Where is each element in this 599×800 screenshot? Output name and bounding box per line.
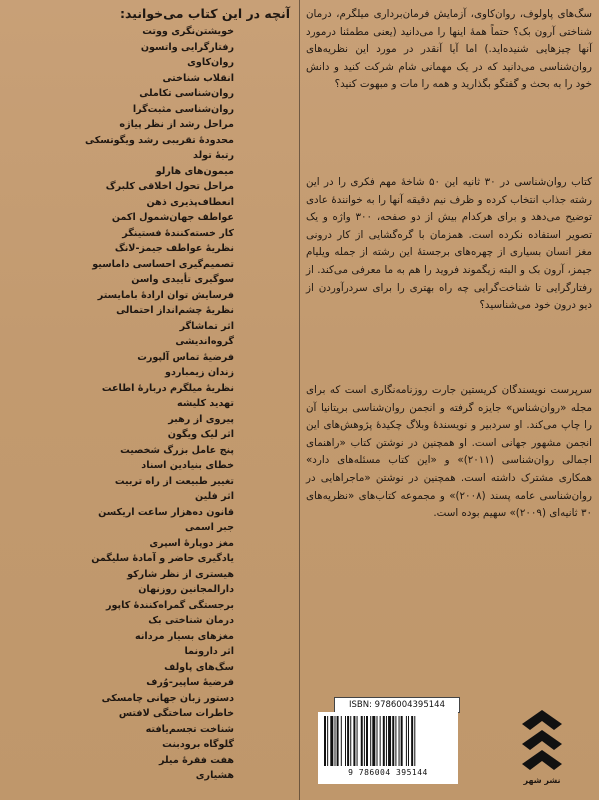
barcode-bar — [335, 716, 336, 766]
topic-item: خویشتن‌نگری ووتت — [142, 26, 234, 37]
barcode-bar — [399, 716, 400, 766]
barcode-bar — [341, 716, 342, 766]
topic-item: مغزهای بسیار مردانه — [135, 630, 234, 642]
topic-item: جبر اسمی — [185, 522, 234, 533]
topic-item: انعطاف‌پذیری ذهن — [146, 196, 234, 208]
topic-item: دارالمجانین روزنهان — [138, 584, 234, 595]
barcode-bar — [327, 716, 328, 766]
topic-item: سوگیری تأییدی واسن — [131, 274, 234, 285]
topic-item: روان‌شناسی مثبت‌گرا — [132, 103, 234, 115]
topic-item: نظریهٔ عواطف جیمز-لانگ — [114, 243, 234, 254]
summary-paragraph: کتاب روان‌شناسی در ۳۰ ثانیه این ۵۰ شاخهٔ مهم فکری را در این رشته جذاب انتخاب کرده و ظرف نیم دقیقه آنها را به خوانندهٔ عادی توضیح می‌دهد و برای هرکدام بیش از دو صفحه، ۳۰۰ واژه و یک تصویر استفاده نکرده است. همزمان با گره‌گشایی از کار درونی مغز انسان بسیاری از چهره‌های برجستهٔ این رشته از جمله ویلیام جیمز، آرون بک و البته زیگموند فروید را هم به ما معرفی می‌کند. از رفتارگرایی تا شناخت‌گرایی چه راه بهتری را برای سردرآوردن از دیو درون خود می‌شناسید؟ — [306, 176, 592, 312]
barcode-bar — [324, 716, 326, 766]
topic-item: مراحل تحول اخلاقی کلبرگ — [105, 181, 234, 192]
barcode-bar — [383, 716, 385, 766]
topic-item: اثر دارونما — [184, 646, 234, 657]
topic-item: رفتارگرایی واتسون — [140, 41, 234, 53]
topic-item: گروه‌اندیشی — [175, 336, 234, 347]
topic-item: قانون ده‌هزار ساعت اریکسن — [98, 506, 234, 518]
barcode-bar — [380, 716, 381, 766]
barcode-bar — [350, 716, 351, 766]
topics-list — [6, 24, 292, 784]
topic-item: روان‌شناسی تکاملی — [139, 88, 234, 99]
barcode-bar — [370, 716, 371, 766]
barcode-bar — [388, 716, 391, 766]
topic-item: اثر لیک ویگون — [167, 429, 234, 440]
topic-item: هفت فقرهٔ میلر — [159, 754, 234, 766]
barcode-bar — [406, 716, 407, 766]
barcode-bar — [364, 716, 365, 766]
barcode-number: 9 786004 395144 — [348, 768, 428, 777]
topic-item: پیروی از رهبر — [168, 413, 234, 425]
barcode-bar — [357, 716, 358, 766]
topic-item: شناخت تجسم‌یافته — [145, 723, 234, 735]
barcode — [318, 712, 458, 784]
topics-heading: آنچه در این کتاب می‌خوانید: — [120, 6, 290, 21]
topic-item: خاطرات ساختگی لافتس — [118, 708, 234, 719]
topic-item: فرضیهٔ تماس آلپورت — [137, 351, 234, 363]
barcode-bar — [377, 716, 378, 766]
topic-item: خطای بنیادین اسناد — [141, 460, 234, 471]
barcode-bar — [372, 716, 375, 766]
topic-item: سگ‌های پاولف — [164, 661, 234, 673]
topic-item: درمان شناختی بک — [148, 615, 234, 626]
barcode-bar — [361, 716, 363, 766]
topic-item: تهدید کلیشه — [177, 398, 234, 409]
topic-item: نظریهٔ میلگرم دربارهٔ اطاعت — [101, 382, 234, 394]
isbn-label: ISBN: 9786004395144 — [334, 697, 460, 713]
barcode-bar — [414, 716, 415, 766]
topic-item: فرسایش توان ارادهٔ بامایستر — [97, 289, 234, 301]
author-paragraph: سرپرست نویسندگان کریستین جارت روزنامه‌نگاری است که برای مجله «روان‌شناس» جایزه گرفته و انجمن روان‌شناسی بریتانیا آن را چاپ می‌کند. او سردبیر و نویسندهٔ وبلاگ چکیدهٔ پژوهش‌های این انجمن مشهور جهانی است. او همچنین در نوشتن کتاب «راهنمای اجمالی روان‌شناسی (۲۰۱۱)» و «این کتاب مسئله‌های دارد» همکاری مشترک داشته است. همچنین در نوشتن «ماجراهایی در روان‌شناسی عامه پسند (۲۰۰۸)» و مجموعه کتاب‌های «نظریه‌های ۳۰ ثانیه‌ای (۲۰۰۹)» سهیم بوده است. — [306, 384, 592, 520]
barcode-bar — [366, 716, 368, 766]
topic-item: محدودهٔ تقریبی رشد ویگوتسکی — [85, 134, 234, 146]
topic-item: برجستگی گمراه‌کنندهٔ کاپور — [106, 599, 234, 611]
column-divider — [299, 0, 300, 800]
topic-item: اثر فلین — [195, 491, 234, 502]
topic-item: دستور زبان جهانی چامسکی — [101, 692, 234, 704]
barcode-bar — [353, 716, 355, 766]
barcode-bar — [408, 716, 409, 766]
barcode-bar — [347, 716, 349, 766]
topic-item: فرضیهٔ ساپیر-وُرف — [146, 677, 234, 688]
barcode-bar — [392, 716, 394, 766]
topic-item: مغز دوپارهٔ اسپری — [149, 537, 234, 549]
topic-item: مراحل رشد از نظر پیاژه — [119, 119, 234, 130]
topic-item: میمون‌های هارلو — [155, 165, 234, 177]
barcode-icon — [324, 716, 452, 766]
topic-item: زندان زیمباردو — [165, 367, 234, 378]
intro-paragraph: سگ‌های پاولوف، روان‌کاوی، آزمایش فرمان‌برداری میلگرم، درمان شناختی آرون بک؟ حتماً همهٔ اینها را می‌دانید (یعنی مطمئنا درمورد آنها چیزهایی شنیده‌اید.) اما آیا آنقدر در مورد این نظریه‌های روان‌شناسی می‌دانید که در یک مهمانی شام شرکت کنید و دانش خود را به بحث و گفتگو بگذارید و همه را مات و مبهوت کنید؟ — [306, 8, 592, 91]
topic-item: کار خسته‌کنندهٔ فستینگر — [122, 227, 234, 239]
topic-item: تصمیم‌گیری احساسی داماسیو — [92, 258, 234, 270]
barcode-bar — [395, 716, 396, 766]
topic-item: عواطف جهان‌شمول اکمن — [111, 212, 234, 223]
topic-item: نظریهٔ چشم‌انداز احتمالی — [116, 305, 234, 316]
barcode-bar — [345, 716, 346, 766]
publisher-logo-icon — [520, 708, 564, 778]
barcode-bar — [330, 716, 333, 766]
barcode-bar — [337, 716, 339, 766]
topic-item: هیستری از نظر شارکو — [127, 568, 234, 580]
topic-item: پنج عامل بزرگ شخصیت — [120, 444, 234, 456]
topics-column — [6, 6, 292, 794]
topic-item: تغییر طبیعت از راه تربیت — [114, 475, 234, 487]
topic-item: گلوگاه برودبنت — [162, 739, 234, 750]
topic-item: هشیاری — [195, 770, 234, 781]
barcode-bar — [401, 716, 403, 766]
topic-item: روان‌کاوی — [187, 57, 234, 68]
barcode-bar — [386, 716, 387, 766]
barcode-bar — [411, 716, 413, 766]
topic-item: یادگیری حاضر و آمادهٔ سلیگمن — [91, 553, 234, 564]
topic-item: انقلاب شناختی — [162, 72, 234, 84]
publisher-name: نشر شهر — [523, 776, 561, 785]
topic-item: رتبهٔ تولد — [193, 150, 234, 161]
topic-item: اثر تماشاگر — [179, 320, 234, 332]
